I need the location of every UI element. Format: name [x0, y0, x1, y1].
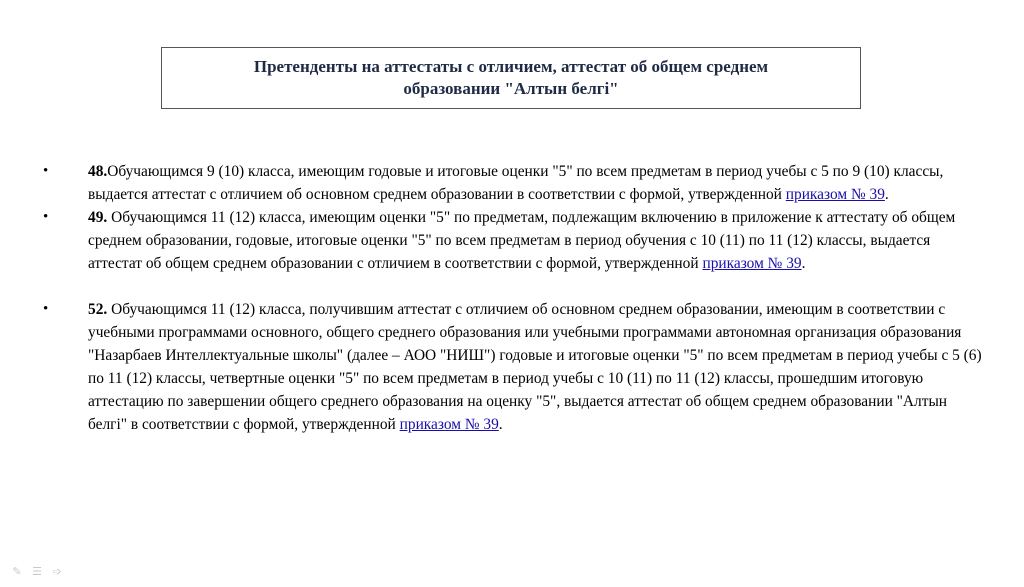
menu-icon[interactable]: ☰	[32, 565, 42, 578]
list-item-52	[38, 298, 988, 436]
item-number: 49.	[88, 209, 108, 226]
item-text: Обучающимся 11 (12) класса, имеющим оценки "5" по предметам, подлежащим включению в приложение к аттестату об общем среднем образовании, годовые, итоговые оценки "5" по всем предметам в период обучения с 10 (11) по 11 (12) классы, выдается аттестат об общем среднем образовании с отличием в соответствии с формой, утвержденной	[88, 209, 956, 272]
order-39-link[interactable]: приказом № 39	[702, 255, 802, 272]
order-39-link[interactable]: приказом № 39	[785, 186, 885, 203]
item-end: .	[801, 255, 806, 272]
slide-title-line-1: Претенденты на аттестаты с отличием, аттестат об общем среднем	[253, 57, 769, 76]
item-end: .	[498, 416, 503, 433]
bullet-marker: •	[43, 301, 49, 317]
list-item-49	[38, 206, 988, 275]
item-number: 48.	[88, 163, 108, 180]
slideshow-toolbar	[10, 566, 64, 578]
bullet-list	[38, 160, 988, 436]
item-text: Обучающимся 11 (12) класса, получившим аттестат с отличием об основном среднем образовании, имеющим в соответствии с учебными программами основного, общего среднего образования или учебными программами автономная организация образования "Назарбаев Интеллектуальные школы" (далее – АОО "НИШ") годовые и итоговые оценки "5" по всем предметам в период учебы с 5 (6) по 11 (12) классы, четвертные оценки "5" по всем предметам в период учебы с 10 (11) по 11 (12) классы, прошедшим итоговую аттестацию по завершении общего среднего образования на оценку "5", выдается аттестат об общем среднем образовании "Алтын белгі" в соответствии с формой, утвержденной	[88, 301, 982, 433]
item-end: .	[884, 186, 889, 203]
slide-title-line-2: образовании "Алтын белгі"	[403, 79, 619, 98]
next-slide-icon[interactable]: ➩	[52, 565, 62, 578]
list-item-48	[38, 160, 988, 206]
bullet-marker: •	[43, 163, 49, 179]
slide-title-box	[161, 47, 861, 109]
item-number: 52.	[88, 301, 108, 318]
order-39-link[interactable]: приказом № 39	[399, 416, 499, 433]
pen-icon[interactable]: ✎	[12, 565, 22, 578]
item-text: Обучающимся 9 (10) класса, имеющим годовые и итоговые оценки "5" по всем предметам в период учебы с 5 по 9 (10) классы, выдается аттестат с отличием об основном среднем образовании в соответствии с формой, утвержденной	[88, 163, 944, 203]
bullet-marker: •	[43, 209, 49, 225]
